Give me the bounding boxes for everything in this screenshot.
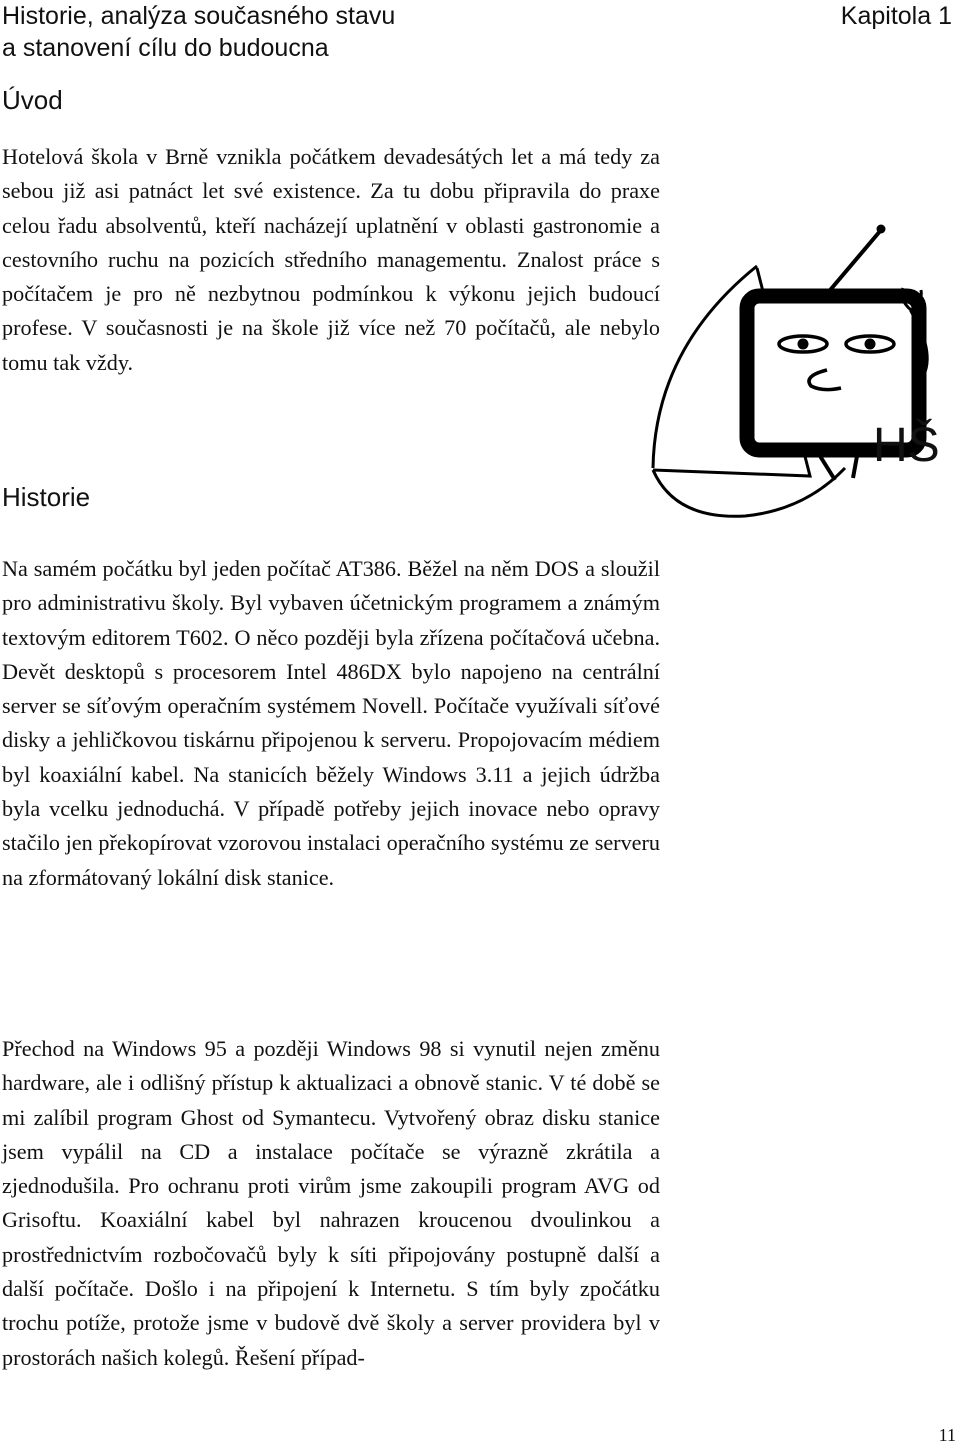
paragraph-history-2: Přechod na Windows 95 a později Windows 98 si vynutil nejen změnu hardware, ale i odlišný přístup k aktualizaci a obnově stanic. V té době se mi zalíbil program Ghost od Symantecu. Vytvořený obraz disku stanice jsem vypálil na CD a instalace počítače se výrazně zkrátila a zjednodušila. Pro ochranu proti virům jsme zakoupili program AVG od Grisoftu. Koaxiální kabel byl nahrazen kroucenou dvoulinkou a prostřednictvím rozbočovačů byly k síti připojovány postupně další a další počítače. Došlo i na připojení k Internetu. S tím byly zpočátku trochu potíže, protože jsme v budově dvě školy a server providera byl v prostorách našich kolegů. Řešení případ- <box>2 1036 660 1370</box>
paragraph-intro: Hotelová škola v Brně vznikla počátkem devadesátých let a má tedy za sebou již asi patnáct let své existence. Za tu dobu připravila do praxe celou řadu absolventů, kteří nacházejí uplatnění v oblasti gastronomie a cestovního ruchu na pozicích středního managementu. Znalost práce s počítačem je pro ně nezbytnou podmínkou k výkonu jejich budoucí profese. V současnosti je na škole již více než 70 počítačů, ale nebylo tomu tak vždy. <box>2 144 660 375</box>
school-mascot-computer-logo-icon <box>645 208 950 523</box>
chapter-label: Kapitola 1 <box>840 2 952 30</box>
paragraph-history-1: Na samém počátku byl jeden počítač AT386. Běžel na něm DOS a sloužil pro administrativu školy. Byl vybaven účetnickým programem a známým textovým editorem T602. O něco později byla zřízena počítačová učebna. Devět desktopů s procesorem Intel 486DX bylo napojeno na centrální server se síťovým operačním systémem Novell. Počítače využívali síťové disky a jehličkovou tiskárnu připojenou k serveru. Propojovacím médiem byl koaxiální kabel. Na stanicích běžely Windows 3.11 a jejich údržba byla vcelku jednoduchá. V případě potřeby jejich inovace nebo opravy stačilo jen překopírovat vzorovou instalaci operačního systému ze serveru na zformátovaný lokální disk stanice. <box>2 556 660 890</box>
chapter-title: Historie, analýza současného stavu a stanovení cílu do budoucna <box>2 2 396 62</box>
logo-text: HŠ <box>873 419 940 472</box>
school-logo <box>645 208 950 523</box>
section-heading-intro: Úvod <box>2 85 63 115</box>
page-number: 11 <box>938 1425 956 1445</box>
section-heading-history: Historie <box>2 482 91 512</box>
